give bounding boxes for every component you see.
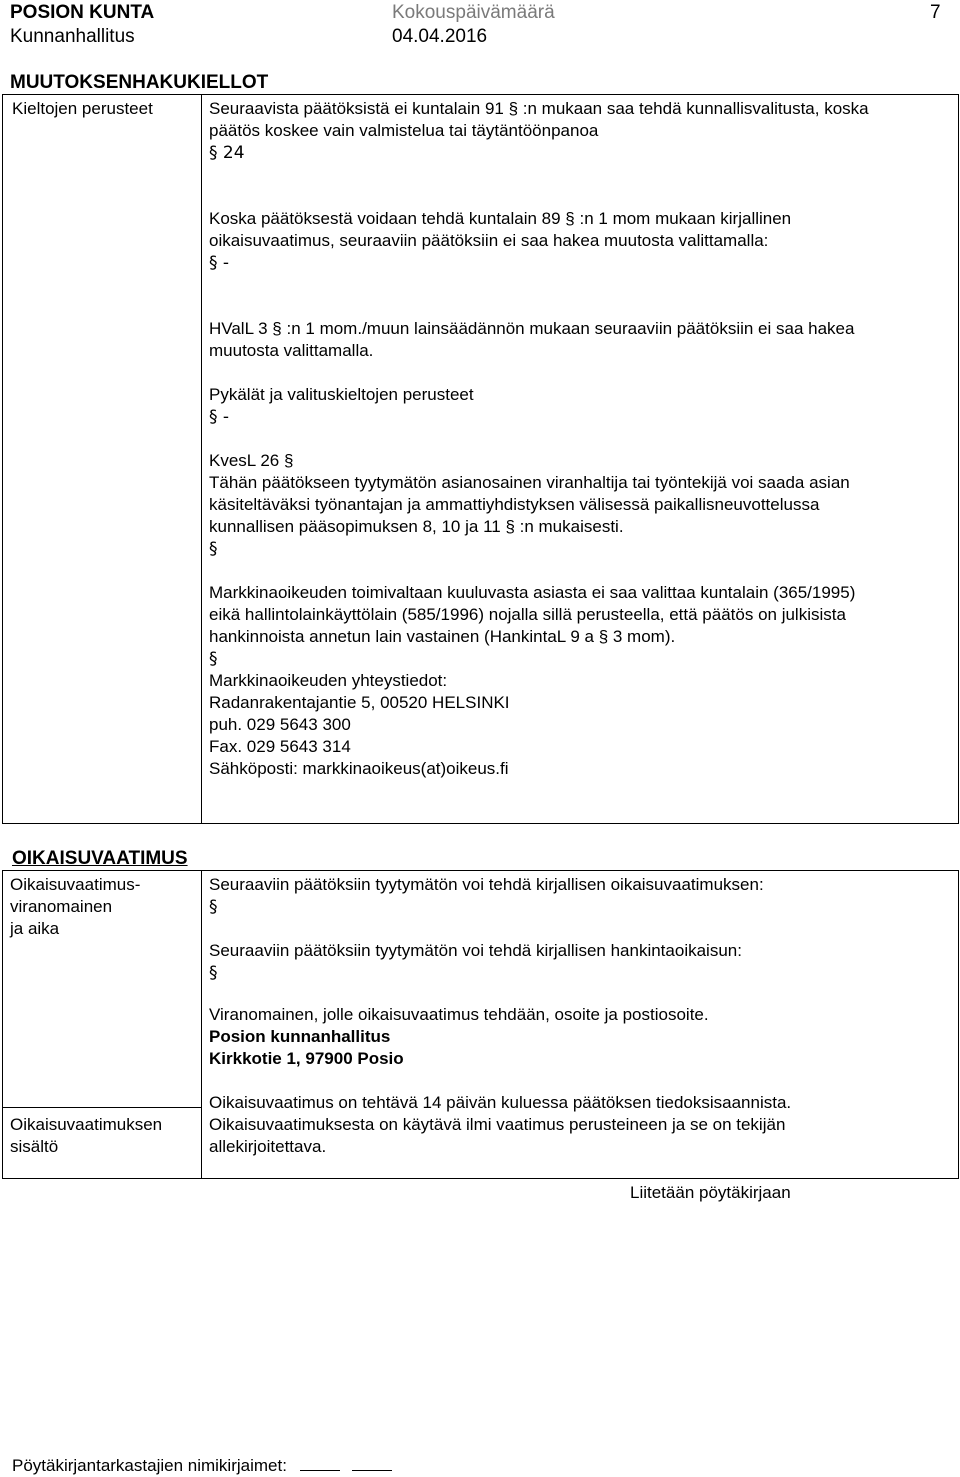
text-line: Koska päätöksestä voidaan tehdä kuntalain 89 § :n 1 mom mukaan kirjallinen bbox=[209, 209, 792, 228]
text-line: Oikaisuvaatimuksesta on käytävä ilmi vaatimus perusteineen ja se on tekijän bbox=[209, 1115, 786, 1134]
text-line: oikaisuvaatimus, seuraaviin päätöksiin ei saa hakea muutosta valittamalla: bbox=[209, 231, 769, 250]
fax-line: Fax. 029 5643 314 bbox=[209, 737, 351, 756]
text-line: hankinnoista annetun lain vastainen (HankintaL 9 a § 3 mom). bbox=[209, 627, 676, 646]
text-line: Markkinaoikeuden toimivaltaan kuuluvasta asiasta ei saa valittaa kuntalain (365/1995) bbox=[209, 583, 856, 602]
text-line: Pykälät ja valituskieltojen perusteet bbox=[209, 385, 474, 404]
text-line: kunnallisen pääsopimuksen 8, 10 ja 11 § :n mukaisesti. bbox=[209, 517, 624, 536]
table-border-right bbox=[958, 94, 959, 824]
date-label: Kokouspäivämäärä bbox=[392, 2, 555, 23]
meeting-date: 04.04.2016 bbox=[392, 26, 488, 47]
table-border-right bbox=[958, 870, 959, 1179]
text-line: Seuraaviin päätöksiin tyytymätön voi tehdä kirjallisen hankintaoikaisun: bbox=[209, 941, 742, 960]
text-line: Seuraavista päätöksistä ei kuntalain 91 § :n mukaan saa tehdä kunnallisvalitusta, koska bbox=[209, 99, 869, 118]
table-border-bottom bbox=[2, 1178, 958, 1179]
label-oikaisuvaatimus-viranomainen: ja aika bbox=[10, 919, 60, 938]
phone-line: puh. 029 5643 300 bbox=[209, 715, 351, 734]
label-oikaisuvaatimus-viranomainen: Oikaisuvaatimus- bbox=[10, 875, 141, 894]
text-line: § bbox=[209, 649, 218, 669]
text-line: Tähän päätökseen tyytymätön asianosainen viranhaltija tai työntekijä voi saada asian bbox=[209, 473, 850, 492]
text-line: päätös koskee vain valmistelua tai täytäntöönpanoa bbox=[209, 121, 599, 140]
section-title-muutoksenhakukiellot: MUUTOKSENHAKUKIELLOT bbox=[10, 72, 269, 93]
text-line: § - bbox=[209, 407, 230, 427]
table-border-top bbox=[2, 94, 958, 95]
table-column-divider bbox=[201, 870, 202, 1179]
initials-line bbox=[352, 1456, 392, 1471]
attachment-note: Liitetään pöytäkirjaan bbox=[630, 1183, 791, 1202]
table-row-divider bbox=[2, 1107, 202, 1108]
text-line: Seuraaviin päätöksiin tyytymätön voi tehdä kirjallisen oikaisuvaatimuksen: bbox=[209, 875, 764, 894]
label-oikaisuvaatimuksen-sisalto: sisältö bbox=[10, 1137, 59, 1156]
table-border-left bbox=[2, 94, 3, 824]
table-border-bottom bbox=[2, 823, 958, 824]
text-line: § - bbox=[209, 253, 230, 273]
text-line: KvesL 26 § bbox=[209, 451, 294, 470]
email-line: Sähköposti: markkinaoikeus(at)oikeus.fi bbox=[209, 759, 509, 778]
label-oikaisuvaatimuksen-sisalto: Oikaisuvaatimuksen bbox=[10, 1115, 163, 1134]
text-line: käsiteltäväksi työnantajan ja ammattiyhdistyksen välisessä paikallisneuvottelussa bbox=[209, 495, 820, 514]
text-line: HValL 3 § :n 1 mom./muun lainsäädännön mukaan seuraaviin päätöksiin ei saa hakea bbox=[209, 319, 855, 338]
text-line: § bbox=[209, 897, 218, 917]
text-line: § 24 bbox=[209, 143, 245, 163]
text-line: muutosta valittamalla. bbox=[209, 341, 374, 360]
text-line: Oikaisuvaatimus on tehtävä 14 päivän kuluessa päätöksen tiedoksisaannista. bbox=[209, 1093, 792, 1112]
label-oikaisuvaatimus-viranomainen: viranomainen bbox=[10, 897, 113, 916]
section-title-oikaisuvaatimus: OIKAISUVAATIMUS bbox=[12, 848, 188, 869]
label-kieltojen-perusteet: Kieltojen perusteet bbox=[12, 99, 153, 118]
table-column-divider bbox=[201, 94, 202, 824]
text-line: allekirjoitettava. bbox=[209, 1137, 327, 1156]
table-border-left bbox=[2, 870, 3, 1179]
text-line: § bbox=[209, 963, 218, 983]
text-line: Viranomainen, jolle oikaisuvaatimus tehdään, osoite ja postiosoite. bbox=[209, 1005, 709, 1024]
org-name: POSION KUNTA bbox=[10, 2, 155, 23]
footer-initials bbox=[12, 1455, 392, 1477]
authority-address: Kirkkotie 1, 97900 Posio bbox=[209, 1049, 404, 1068]
table-border-top bbox=[2, 870, 958, 871]
initials-line bbox=[300, 1456, 340, 1471]
address-line: Radanrakentajantie 5, 00520 HELSINKI bbox=[209, 693, 510, 712]
text-line: eikä hallintolainkäyttölain (585/1996) nojalla sillä perusteella, että päätös on julkisista bbox=[209, 605, 846, 624]
authority-name: Posion kunnanhallitus bbox=[209, 1027, 391, 1046]
text-line: Markkinaoikeuden yhteystiedot: bbox=[209, 671, 448, 690]
text-line: § bbox=[209, 539, 218, 559]
body-name: Kunnanhallitus bbox=[10, 26, 135, 47]
page-number: 7 bbox=[930, 2, 941, 23]
footer-label: Pöytäkirjantarkastajien nimikirjaimet: bbox=[12, 1456, 287, 1475]
